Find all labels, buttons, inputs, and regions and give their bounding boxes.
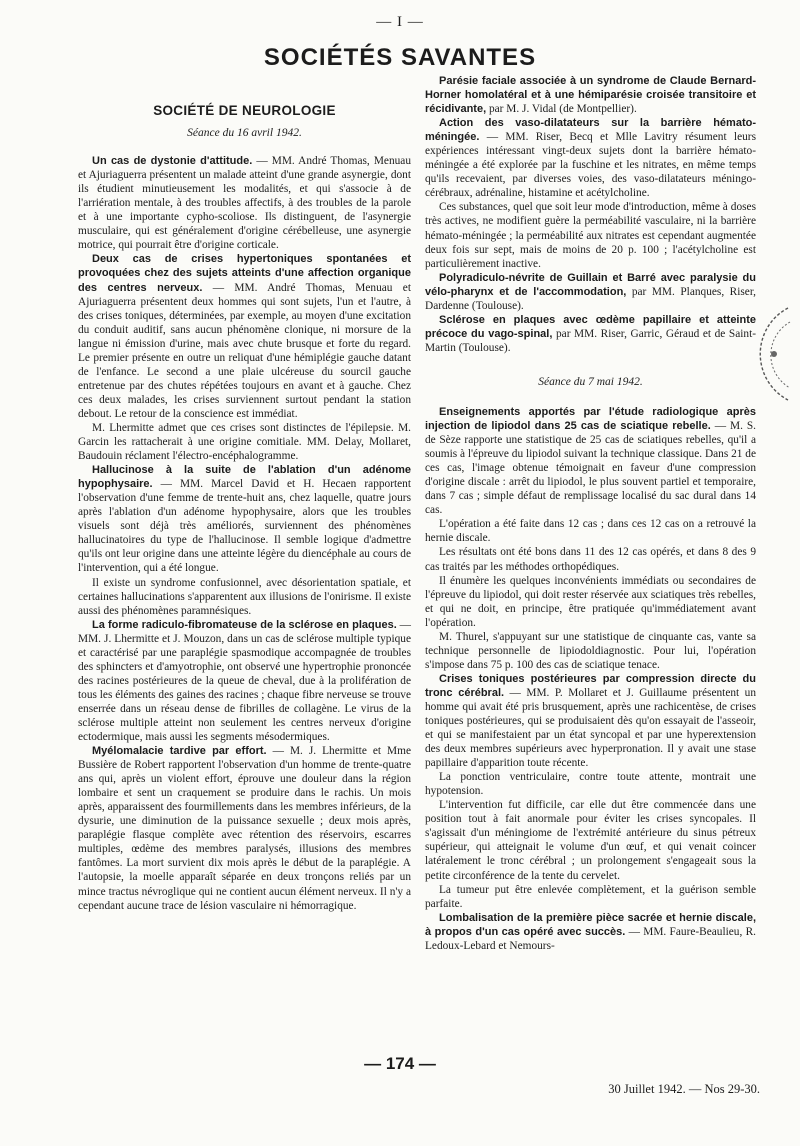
paragraph-body: La tumeur put être enlevée complètement, et la guérison semble parfaite.	[425, 883, 756, 910]
paragraph-body: — MM. André Thomas, Menuau et Ajuriaguerra présentent un malade atteint d'une grande asynergie, dont ils étudient minutieusement les modalités, et qui s'associe à de l'arriération mentale, à des troubles affectifs, à des troubles de la parole et à une importante cypho-scoliose. Ils distinguent, de l'asynergie musculaire, qui est généralement d'origine cérébelleuse, une asynergie motrice, qui pourrait être d'origine corticale.	[78, 155, 411, 252]
paragraph	[425, 545, 756, 573]
issue-date: 30 Juillet 1942. — Nos 29-30.	[608, 1082, 760, 1096]
paragraph	[425, 574, 756, 630]
paragraph-title: Action des vaso-dilatateurs sur la barrière hémato-méningée.	[425, 117, 756, 144]
paragraph-body: Il énumère les quelques inconvénients immédiats ou secondaires de l'épreuve du lipiodol, qui doit rester réservée aux sciatiques très rebelles, et qui ne doit, en principe, être pratiquée qu'immédiatement avant l'opération.	[425, 574, 756, 629]
paragraph-title: Polyradiculo-névrite de Guillain et Barré avec paralysie du vélo-pharynx et de l'accommodation,	[425, 271, 756, 298]
paragraph-body: — M. J. Lhermitte et Mme Bussière de Robert rapportent l'observation d'un homme de trente-quatre ans qui, après un violent effort, éprouve une douleur dans la région lombaire et sent un craquement se produire dans le rachis. Un mois après, apparaissent des fourmillements dans les membres inférieurs, de la dysurie, une diminution de la puissance sexuelle ; deux mois après, paraplégie flasque complète avec rétention des réservoirs, escarres multiples, œdème des membres paralysés, illusions des membres fantômes. La mort survient dix mois après le début de la paraplégie. A l'autopsie, la moelle apparaît séparée en deux tronçons reliés par un mince tractus névroglique qui ne contient aucun élément nerveux. Il n'y a cependant aucune trace de lésion vasculaire ni hémorragique.	[78, 745, 411, 912]
paragraph	[425, 798, 756, 882]
paragraph	[78, 463, 411, 575]
paragraph-title: Un cas de dystonie d'attitude.	[92, 155, 253, 168]
seance-date: Séance du 16 avril 1942.	[187, 127, 302, 140]
paragraph	[78, 744, 411, 913]
paragraph	[425, 911, 756, 953]
paragraph	[78, 154, 411, 252]
paragraph-body: — MM. André Thomas, Menuau et Ajuriaguerra présentent deux hommes qui sont sujets, l'un et l'autre, à des crises toniques, déterminées, par exemple, au moyen d'une excitation du conduit auditif, sans aucun phénomène clonique, ni morsure de la langue ni émission d'urine, mais avec chute brusque et forte du regard. Le premier présente en outre un reliquat d'une hémiplégie gauche datant de l'enfance. Le second a une plaie ulcéreuse du sourcil gauche entretenue par des chutes répétées toujours en avant et à gauche. Chez ces deux malades, les crises surviennent surtout pendant la station debout. Le retour de la conscience est immédiat.	[78, 281, 411, 420]
right-paragraphs-b	[425, 405, 756, 953]
paragraph-body: — MM. Riser, Becq et Mlle Lavitry résument leurs expériences intéressant vingt-deux sujets dont la barrière hémato-méningée a été explorée par la fuschine et les nitrates, en même temps qu'ils recevaient, par diverses voies, des vaso-dilatateurs méningo-cérébraux, adrénaline, histamine et acétylcholine.	[425, 131, 756, 200]
paragraph-body: Ces substances, quel que soit leur mode d'introduction, même à doses très actives, ne modifient guère la perméabilité vasculaire, ni la barrière hémato-méningée ; la perméabilité aux nitrates est cependant augmentée deux fois sur sept, mais de moins de 20 p. 100 ; l'acétylcholine est particulièrement inactive.	[425, 201, 756, 270]
paragraph-body: — MM. Faure-Beaulieu, R. Ledoux-Lebard et Nemours-	[425, 925, 756, 952]
paragraph-body: La ponction ventriculaire, contre toute attente, montrait une hypotension.	[425, 771, 756, 798]
paragraph	[78, 421, 411, 463]
paragraph-title: Myélomalacie tardive par effort.	[92, 745, 267, 758]
paragraph-title: Hallucinose à la suite de l'ablation d'un adénome hypophysaire.	[78, 464, 411, 491]
paragraph-body: par M. J. Vidal (de Montpellier).	[486, 103, 637, 116]
paragraph	[425, 672, 756, 770]
paragraph	[78, 618, 411, 744]
paragraph-title: Deux cas de crises hypertoniques spontanées et provoquées chez des sujets atteints d'une affection organique des centres nerveux.	[78, 253, 411, 294]
paragraph-body: L'intervention fut difficile, car elle dut être commencée dans une position tout à fait anormale pour éviter les crises syncopales. Il s'agissait d'un méningiome de l'extrémité antérieure du sinus pétreux supérieur, qui atteignait le volume d'un œuf, et qui venait coincer latéralement le tronc cérébral ; un prolongement s'engageait sous la petite circonférence de la tente du cervelet.	[425, 799, 756, 882]
paragraph-title: Sclérose en plaques avec œdème papillaire et atteinte précoce du vago-spinal,	[425, 313, 756, 340]
seance-date-2: Séance du 7 mai 1942.	[538, 375, 643, 388]
paragraph-body: M. Lhermitte admet que ces crises sont distinctes de l'épilepsie. M. Garcin les rattacherait à une origine comitiale. MM. Delay, Mollaret, Baudouin réclament l'électro-encéphalogramme.	[78, 421, 411, 463]
paragraph-title: Crises toniques postérieures par compression directe du tronc cérébral.	[425, 672, 756, 699]
paragraph-title: La forme radiculo-fibromateuse de la sclérose en plaques.	[92, 618, 397, 631]
paragraph-body: Les résultats ont été bons dans 11 des 12 cas opérés, et dans 8 des 9 cas traités par les méthodes orthopédiques.	[425, 546, 756, 573]
paragraph	[425, 630, 756, 672]
paragraph-body: — MM. P. Mollaret et J. Guillaume présentent un homme qui avait été pris brusquement, après une rachicentèse, de crises toniques postérieures, qui se produisaient dès qu'on essayait de l'asseoir, et qui se manifestaient par un état syncopal et par une hyperextension des deux membres supérieurs avec hyperpronation. Il y avait une stase papillaire d'apparition toute récente.	[425, 686, 757, 770]
paragraph-body: — MM. J. Lhermitte et J. Mouzon, dans un cas de sclérose multiple typique et caractérisé par une paraplégie spasmodique accompagnée de troubles des sphincters et d'amyotrophie, ont observé une hypertrophie prononcée des racines postérieures de la queue de cheval, due à la prolifération de tous les éléments des gaines des racines ; chaque fibre nerveuse se trouve enserrée dans un réseau dense de fibrilles de collagène. Le virus de la sclérose multiple atteint non seulement les centres nerveux d'origine ectodermique, mais aussi les segments mésodermiques.	[78, 618, 411, 744]
paragraph-body: par MM. Riser, Garric, Géraud et de Saint-Martin (Toulouse).	[425, 327, 757, 354]
right-paragraphs-a	[425, 74, 756, 355]
paragraph	[425, 200, 756, 270]
paragraph	[78, 576, 411, 618]
paragraph	[425, 271, 756, 313]
paragraph	[425, 517, 756, 545]
library-stamp	[730, 300, 792, 410]
paragraph	[425, 74, 756, 116]
paragraph-body: — M. S. de Sèze rapporte une statistique de 25 cas de sciatiques rebelles, qu'il a soumis à l'épreuve du lipiodol suivant la technique classique. Dans 21 de ces cas, l'image obtenue témoignait en faveur d'une compression d'origine discale : arrêt du lipiodol, le plus souvent partiel et temporaire, dans 7 cas ; simple défaut de remplissage localisé du sac dural dans 14 cas.	[425, 420, 756, 517]
section-title: SOCIÉTÉ DE NEUROLOGIE	[153, 103, 336, 118]
paragraph-body: M. Thurel, s'appuyant sur une statistique de cinquante cas, vante sa technique personnelle de lipiodoldiagnostic. Pour lui, l'opération s'impose dans 75 p. 100 des cas de sciatique tenace.	[425, 630, 756, 671]
paragraph-title: Parésie faciale associée à un syndrome de Claude Bernard-Horner homolatéral et à une hémiparésie croisée transitoire et récidivante,	[425, 75, 756, 116]
paragraph-body: Il existe un syndrome confusionnel, avec désorientation spatiale, et certaines hallucinations s'apparentent aux illusions de l'onirisme. Il existe aussi des phénomènes paramnésiques.	[78, 576, 411, 617]
paragraph	[425, 770, 756, 798]
paragraph-body: L'opération a été faite dans 12 cas ; dans ces 12 cas on a retrouvé la hernie discale.	[425, 518, 756, 545]
paragraph	[78, 252, 411, 421]
paragraph-title: Lombalisation de la première pièce sacrée et hernie discale, à propos d'un cas opéré avec succès.	[425, 911, 756, 938]
page-number: — 174 —	[364, 1054, 436, 1073]
left-column	[78, 96, 411, 913]
page-title: SOCIÉTÉS SAVANTES	[263, 44, 537, 71]
paragraph-title: Enseignements apportés par l'étude radiologique après injection de lipiodol dans 25 cas de sciatique rebelle.	[425, 405, 756, 433]
page-marker: — I —	[376, 14, 424, 30]
paragraph-body: par MM. Planques, Riser, Dardenne (Toulouse).	[425, 285, 756, 312]
left-paragraphs	[78, 154, 411, 913]
right-column	[425, 74, 756, 953]
paragraph	[425, 313, 756, 355]
paragraph	[425, 883, 756, 911]
paragraph-body: — MM. Marcel David et H. Hecaen rapportent l'observation d'une femme de trente-huit ans, chez laquelle, quatre jours après l'ablation d'un adénome hypophysaire, alors que les troubles visuels sont déjà très améliorés, surviennent des phénomènes hallucinatoires du type de l'hallucinose. Il semble logique d'admettre qu'ils ont leur origine dans une atteinte légère du diencéphale au cours de l'intervention, qui a été longue.	[78, 478, 411, 575]
paragraph	[425, 405, 756, 517]
paragraph	[425, 116, 756, 200]
